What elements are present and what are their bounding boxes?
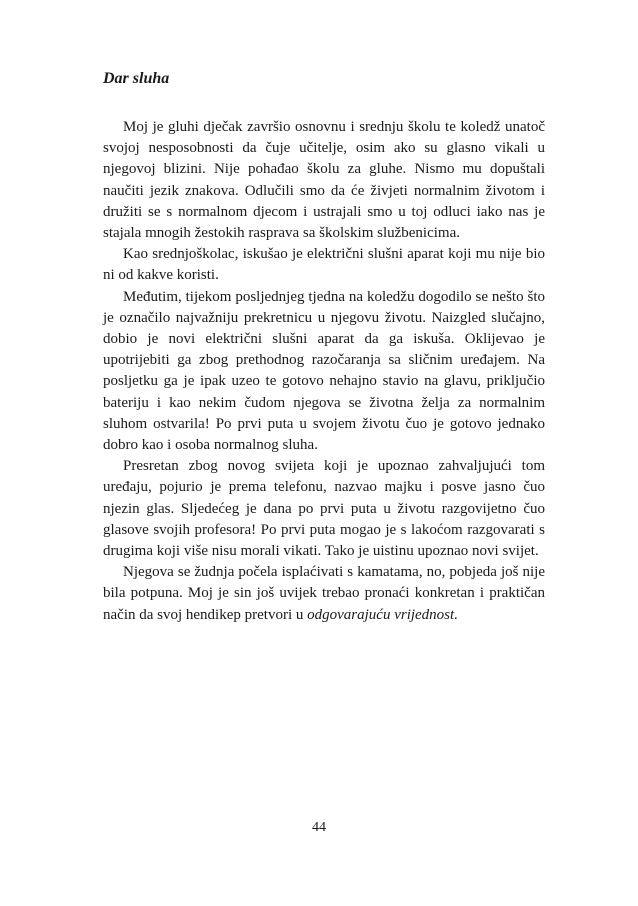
paragraph-1: Moj je gluhi dječak završio osnovnu i srednju školu te koledž unatoč svojoj nesposobnosti da čuje učitelje, osim ako su glasno vikali u njegovoj blizini. Nije pohađao školu za gluhe. Nismo mu dopuštali naučiti jezik znakova. Odlučili smo da će živjeti normalnim životom i družiti se s normalnom djecom i ustrajali smo u toj odluci iako nas je stajala mnogih žestokih rasprava sa školskim službenicima. bbox=[103, 119, 545, 242]
body-text bbox=[103, 117, 545, 626]
paragraph-5 bbox=[103, 562, 545, 626]
paragraph-5-italic: odgovarajuću vrijednost. bbox=[307, 606, 458, 623]
page-title: Dar sluha bbox=[103, 70, 170, 87]
paragraph-4: Presretan zbog novog svijeta koji je upoznao zahvaljujući tom uređaju, pojurio je prema telefonu, nazvao majku i posve jasno čuo njezin glas. Sljedećeg je dana po prvi puta u životu razgovijetno čuo glasove svojih profesora! Po prvi puta mogao je s lakoćom razgovarati s drugima koji više nisu morali vikati. Tako je uistinu upoznao novi svijet. bbox=[103, 458, 545, 560]
paragraph-5-main: Njegova se žudnja počela isplaćivati s kamatama, no, pobjeda još nije bila potpuna. Moj je sin još uvijek trebao pronaći konkretan i praktičan način da svoj hendikep pretvori u bbox=[103, 564, 545, 623]
page-number: 44 bbox=[312, 820, 326, 835]
paragraph-3: Međutim, tijekom posljednjeg tjedna na koledžu dogodilo se nešto što je označilo najvažniju prekretnicu u njegovu životu. Naizgled slučajno, dobio je novi električni slušni aparat da ga iskuša. Oklijevao je upotrijebiti ga zbog prethodnog razočaranja sa sličnim uređajem. Na posljetku ga je ipak uzeo te gotovo nehajno stavio na glavu, priključio bateriju i kao nekim čudom njegova se životna želja za normalnim sluhom ostvarila! Po prvi puta u svojem životu čuo je gotovo jednako dobro kao i osoba normalnog sluha. bbox=[103, 288, 545, 454]
paragraph-2: Kao srednjoškolac, iskušao je električni slušni aparat koji mu nije bio ni od kakve koristi. bbox=[103, 246, 545, 284]
